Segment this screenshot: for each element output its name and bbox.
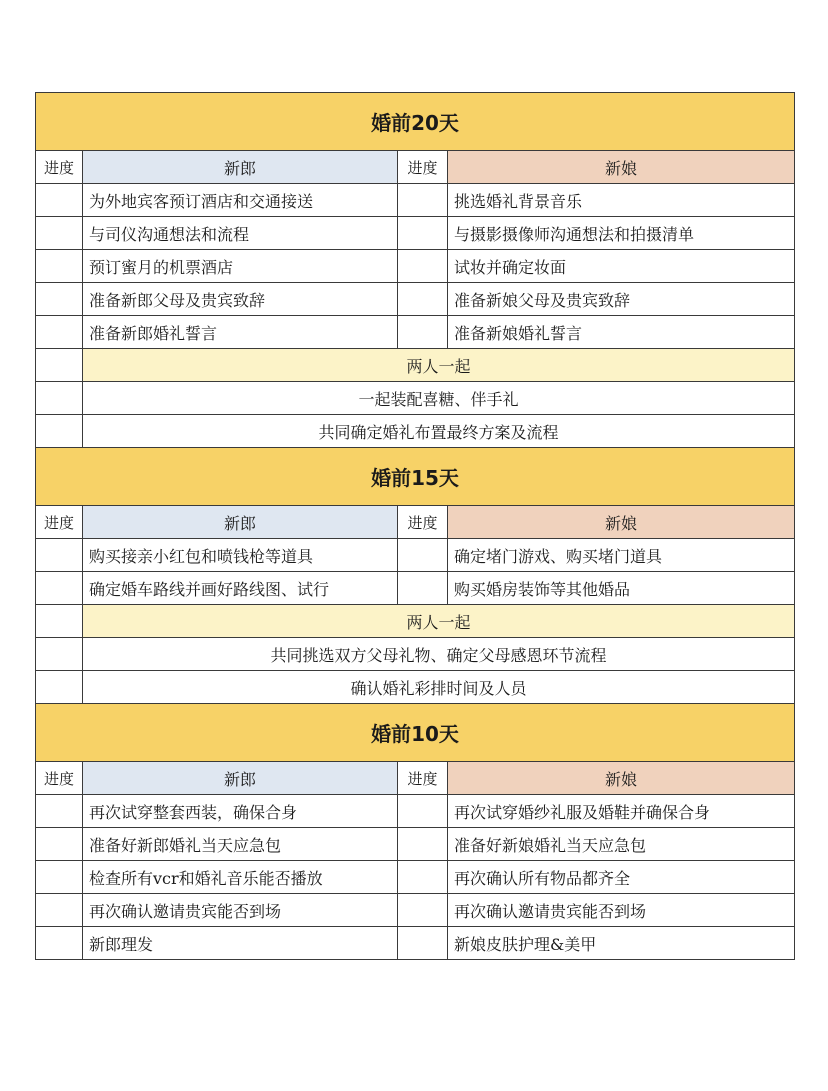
groom-task: 预订蜜月的机票酒店 bbox=[83, 250, 398, 283]
joint-task: 确认婚礼彩排时间及人员 bbox=[83, 671, 795, 704]
joint-task: 共同确定婚礼布置最终方案及流程 bbox=[83, 415, 795, 448]
bride-header: 新娘 bbox=[448, 151, 795, 184]
task-row bbox=[36, 795, 795, 828]
task-row bbox=[36, 894, 795, 927]
progress-header: 进度 bbox=[398, 506, 448, 539]
task-row bbox=[36, 572, 795, 605]
task-row bbox=[36, 828, 795, 861]
groom-progress-cell[interactable] bbox=[36, 894, 83, 927]
bride-progress-cell[interactable] bbox=[398, 828, 448, 861]
groom-header: 新郎 bbox=[83, 506, 398, 539]
groom-header: 新郎 bbox=[83, 151, 398, 184]
groom-progress-cell[interactable] bbox=[36, 184, 83, 217]
joint-progress-cell[interactable] bbox=[36, 671, 83, 704]
bride-progress-cell[interactable] bbox=[398, 283, 448, 316]
section-title: 婚前15天 bbox=[36, 448, 795, 506]
groom-progress-cell[interactable] bbox=[36, 250, 83, 283]
bride-task: 准备新娘婚礼誓言 bbox=[448, 316, 795, 349]
task-row bbox=[36, 316, 795, 349]
task-row bbox=[36, 184, 795, 217]
bride-task: 新娘皮肤护理&美甲 bbox=[448, 927, 795, 960]
bride-progress-cell[interactable] bbox=[398, 316, 448, 349]
groom-progress-cell[interactable] bbox=[36, 861, 83, 894]
joint-task-row bbox=[36, 671, 795, 704]
bride-progress-cell[interactable] bbox=[398, 894, 448, 927]
column-header-row bbox=[36, 506, 795, 539]
progress-header: 进度 bbox=[398, 762, 448, 795]
bride-task: 确定堵门游戏、购买堵门道具 bbox=[448, 539, 795, 572]
bride-progress-cell[interactable] bbox=[398, 217, 448, 250]
groom-task: 准备新郎婚礼誓言 bbox=[83, 316, 398, 349]
task-row bbox=[36, 927, 795, 960]
groom-task: 检查所有vcr和婚礼音乐能否播放 bbox=[83, 861, 398, 894]
task-row bbox=[36, 250, 795, 283]
checklist-table bbox=[35, 92, 795, 960]
joint-progress-cell[interactable] bbox=[36, 415, 83, 448]
task-row bbox=[36, 539, 795, 572]
groom-progress-cell[interactable] bbox=[36, 572, 83, 605]
bride-progress-cell[interactable] bbox=[398, 572, 448, 605]
progress-header: 进度 bbox=[36, 762, 83, 795]
joint-task: 一起装配喜糖、伴手礼 bbox=[83, 382, 795, 415]
groom-progress-cell[interactable] bbox=[36, 539, 83, 572]
bride-task: 试妆并确定妆面 bbox=[448, 250, 795, 283]
groom-task: 为外地宾客预订酒店和交通接送 bbox=[83, 184, 398, 217]
section-title-row bbox=[36, 704, 795, 762]
progress-header: 进度 bbox=[36, 506, 83, 539]
section-title-row bbox=[36, 448, 795, 506]
groom-task: 新郎理发 bbox=[83, 927, 398, 960]
bride-task: 购买婚房装饰等其他婚品 bbox=[448, 572, 795, 605]
groom-task: 确定婚车路线并画好路线图、试行 bbox=[83, 572, 398, 605]
groom-progress-cell[interactable] bbox=[36, 316, 83, 349]
groom-header: 新郎 bbox=[83, 762, 398, 795]
groom-task: 准备好新郎婚礼当天应急包 bbox=[83, 828, 398, 861]
joint-progress-cell[interactable] bbox=[36, 382, 83, 415]
bride-progress-cell[interactable] bbox=[398, 927, 448, 960]
joint-task-row bbox=[36, 638, 795, 671]
groom-task: 购买接亲小红包和喷钱枪等道具 bbox=[83, 539, 398, 572]
bride-task: 再次试穿婚纱礼服及婚鞋并确保合身 bbox=[448, 795, 795, 828]
bride-task: 准备新娘父母及贵宾致辞 bbox=[448, 283, 795, 316]
bride-progress-cell[interactable] bbox=[398, 861, 448, 894]
bride-task: 再次确认所有物品都齐全 bbox=[448, 861, 795, 894]
bride-task: 挑选婚礼背景音乐 bbox=[448, 184, 795, 217]
progress-header: 进度 bbox=[36, 151, 83, 184]
bride-header: 新娘 bbox=[448, 762, 795, 795]
together-header: 两人一起 bbox=[83, 349, 795, 382]
bride-progress-cell[interactable] bbox=[398, 539, 448, 572]
bride-progress-cell[interactable] bbox=[398, 795, 448, 828]
groom-progress-cell[interactable] bbox=[36, 217, 83, 250]
together-header: 两人一起 bbox=[83, 605, 795, 638]
column-header-row bbox=[36, 151, 795, 184]
task-row bbox=[36, 217, 795, 250]
together-header-row bbox=[36, 605, 795, 638]
column-header-row bbox=[36, 762, 795, 795]
section-title: 婚前20天 bbox=[36, 93, 795, 151]
bride-task: 与摄影摄像师沟通想法和拍摄清单 bbox=[448, 217, 795, 250]
groom-task: 准备新郎父母及贵宾致辞 bbox=[83, 283, 398, 316]
joint-task-row bbox=[36, 382, 795, 415]
bride-progress-cell[interactable] bbox=[398, 184, 448, 217]
groom-progress-cell[interactable] bbox=[36, 795, 83, 828]
checklist-body bbox=[36, 93, 795, 960]
bride-task: 准备好新娘婚礼当天应急包 bbox=[448, 828, 795, 861]
bride-task: 再次确认邀请贵宾能否到场 bbox=[448, 894, 795, 927]
groom-progress-cell[interactable] bbox=[36, 828, 83, 861]
progress-header: 进度 bbox=[398, 151, 448, 184]
section-title: 婚前10天 bbox=[36, 704, 795, 762]
joint-task: 共同挑选双方父母礼物、确定父母感恩环节流程 bbox=[83, 638, 795, 671]
groom-progress-cell[interactable] bbox=[36, 283, 83, 316]
together-progress-blank bbox=[36, 349, 83, 382]
task-row bbox=[36, 283, 795, 316]
groom-task: 再次确认邀请贵宾能否到场 bbox=[83, 894, 398, 927]
together-progress-blank bbox=[36, 605, 83, 638]
together-header-row bbox=[36, 349, 795, 382]
groom-task: 与司仪沟通想法和流程 bbox=[83, 217, 398, 250]
task-row bbox=[36, 861, 795, 894]
groom-progress-cell[interactable] bbox=[36, 927, 83, 960]
joint-progress-cell[interactable] bbox=[36, 638, 83, 671]
wedding-checklist bbox=[35, 92, 794, 960]
bride-progress-cell[interactable] bbox=[398, 250, 448, 283]
joint-task-row bbox=[36, 415, 795, 448]
groom-task: 再次试穿整套西装，确保合身 bbox=[83, 795, 398, 828]
bride-header: 新娘 bbox=[448, 506, 795, 539]
section-title-row bbox=[36, 93, 795, 151]
